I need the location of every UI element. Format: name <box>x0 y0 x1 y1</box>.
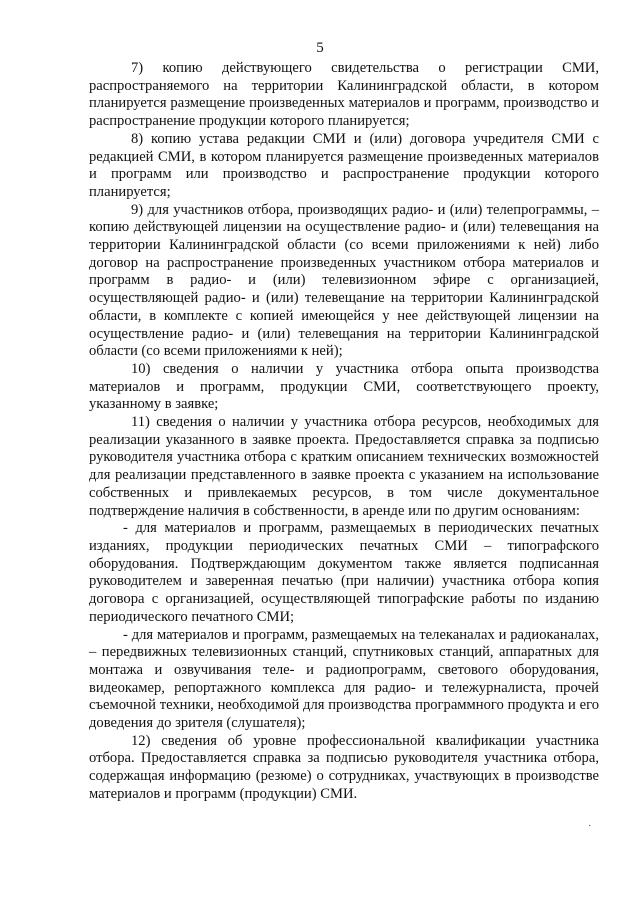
item-text: сведения об уровне профессиональной квалификации участника отбора. Предоставляется справка за подписью руководителя участника отбора, содержащая информацию (резюме) о сотрудниках, участвующих в производстве материалов и программ (продукции) СМИ. <box>89 732 599 802</box>
item-text: сведения о наличии у участника отбора ресурсов, необходимых для реализации указанного в заявке проекта. Предоставляется справка за подписью руководителя участника отбора с кратким описанием технических возможностей для реализации представленного в заявке проекта с указанием на использование собственных и привлекаемых ресурсов, в том числе документальное подтверждение наличия в собственности, в аренде или по другим основаниям: <box>89 414 599 519</box>
item-number: 8) <box>131 130 144 147</box>
item-text: для участников отбора, производящих радио- и (или) телепрограммы, – копию действующей лицензии на осуществление радио- и (или) телевещания на территории Калининградской области (со всеми приложениями к ней) либо договор на распространение произведенных участником отбора материалов и программ в радио- и (или) телевизионном эфире с организацией, осуществляющей радио- и (или) телевещание на территории Калининградской области, в комплекте с копией имеющейся у нее действующей лицензии на осуществление радио- и (или) телевещания на территории Калининградской области (со всеми приложениями к ней); <box>89 201 599 360</box>
scan-mark: ˙ <box>588 824 592 835</box>
list-item-9 <box>89 202 599 361</box>
item-number: 10) <box>131 360 151 377</box>
item-number: 7) <box>131 60 144 76</box>
list-item-8 <box>89 131 599 202</box>
document-body <box>89 60 599 804</box>
item-number: 11) <box>131 414 150 431</box>
list-item-10 <box>89 361 599 414</box>
sub-item-text: - для материалов и программ, размещаемых на телеканалах и радиоканалах, – передвижных телевизионных станций, спутниковых станций, аппаратных для монтажа и озвучивания теле- и радиопрограмм, светового оборудования, видеокамер, репортажного комплекса для радио- и тележурналиста, прочей съемочной техники, необходимой для производства программного продукта и его доведения до зрителя (слушателя); <box>89 626 599 732</box>
list-item-7 <box>89 60 599 131</box>
item-number: 9) <box>131 201 144 218</box>
item-text: копию действующего свидетельства о регистрации СМИ, распространяемого на территории Калининградской области, в котором планируется размещение произведенных материалов и программ, производство и распространение продукции которого планируется; <box>89 60 599 130</box>
item-text: сведения о наличии у участника отбора опыта производства материалов и программ, продукции СМИ, соответствующего проекту, указанному в заявке; <box>89 360 599 413</box>
sub-item-print-media <box>89 520 599 626</box>
item-number: 12) <box>131 732 151 749</box>
list-item-11 <box>89 414 599 520</box>
sub-item-text: - для материалов и программ, размещаемых в периодических печатных изданиях, продукции периодических печатных СМИ – типографского оборудования. Подтверждающим документом также является подписанная руководителем и заверенная печатью (при наличии) участника отбора копия договора с организацией, осуществляющей типографские работы по изданию периодического печатного СМИ; <box>89 520 599 625</box>
list-item-12 <box>89 733 599 804</box>
page-number: 5 <box>316 40 324 56</box>
sub-item-broadcast-media <box>89 627 599 733</box>
item-text: копию устава редакции СМИ и (или) договора учредителя СМИ с редакцией СМИ, в котором планируется размещение произведенных материалов и программ или производство и распространение продукции которого планируется; <box>89 130 599 200</box>
